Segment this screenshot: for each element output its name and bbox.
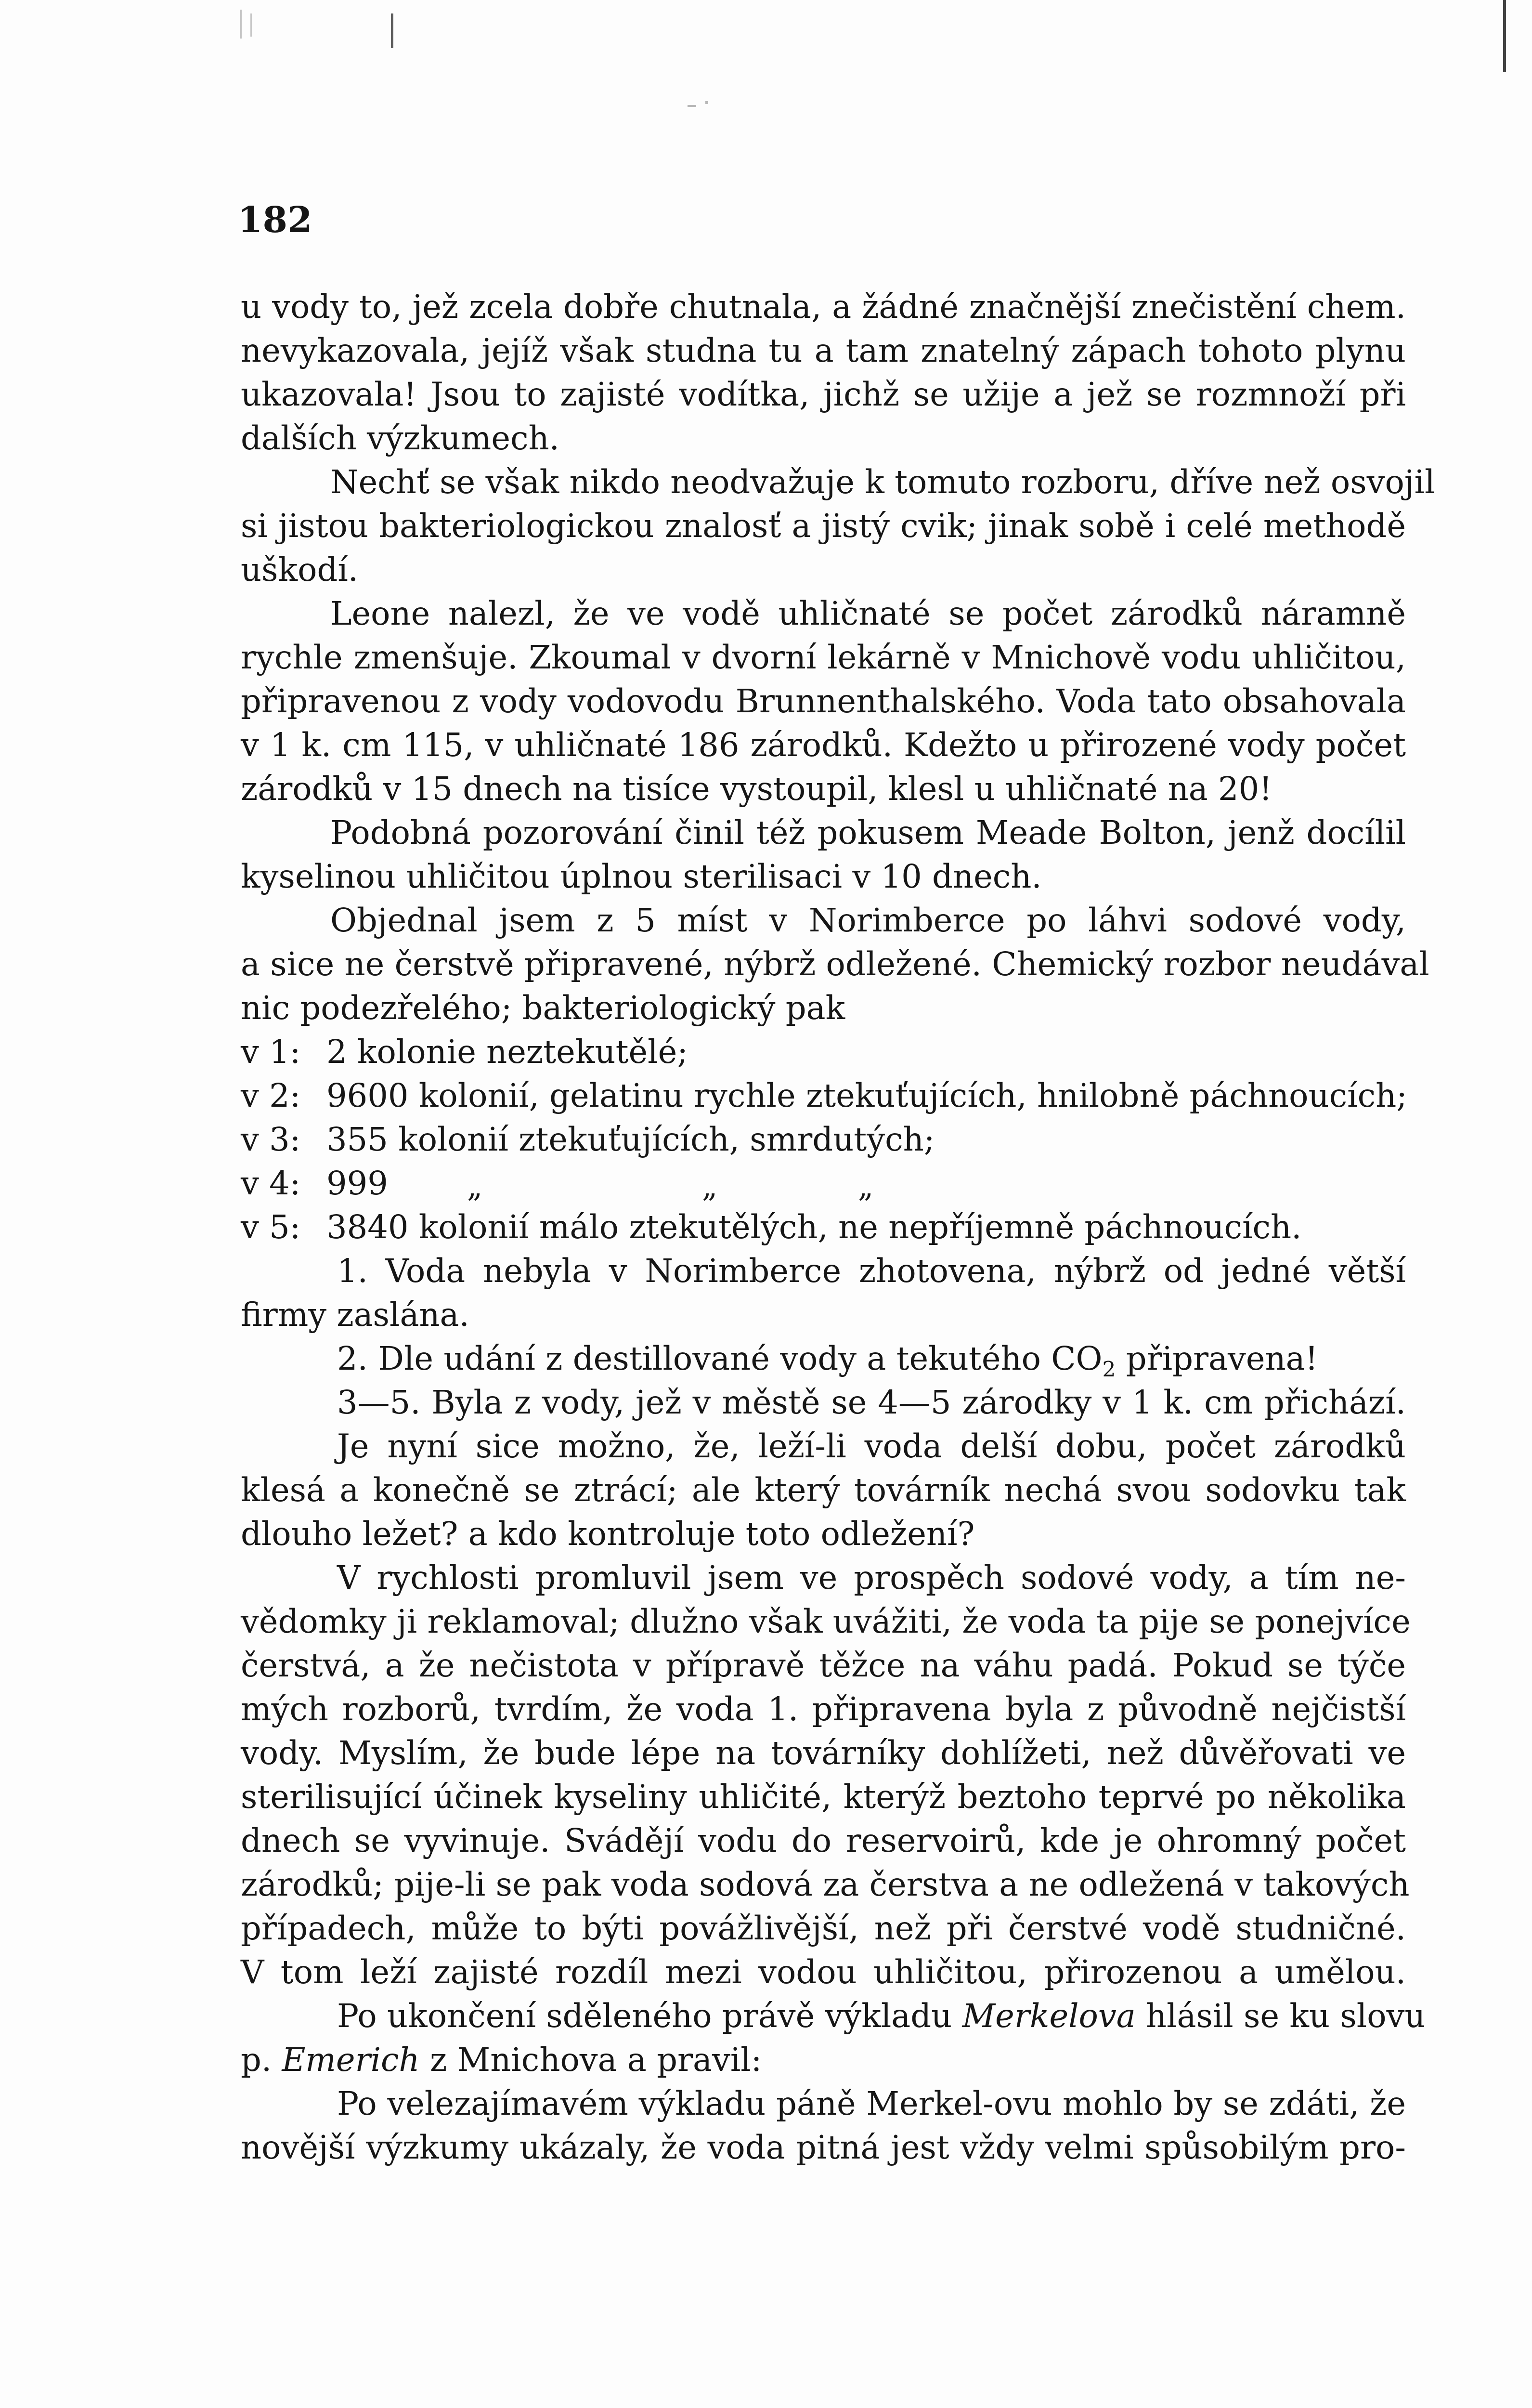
sample-label: v 5: bbox=[241, 1208, 301, 1246]
text-line: mých rozborů, tvrdím, že voda 1. připravena byla z původně nejčistší bbox=[241, 1690, 1406, 1728]
text-line: zárodků v 15 dnech na tisíce vystoupil, klesl u uhličnaté na 20! bbox=[241, 770, 1272, 808]
text-line: a sice ne čerstvě připravené, nýbrž odležené. Chemický rozbor neudával bbox=[241, 945, 1429, 983]
text-line: nevykazovala, jejíž však studna tu a tam znatelný zápach tohoto plynu bbox=[241, 332, 1406, 369]
page-number: 182 bbox=[238, 199, 312, 241]
scan-artifact bbox=[391, 13, 393, 48]
text-line: u vody to, jež zcela dobře chutnala, a žádné značnější znečistění chem. bbox=[241, 288, 1406, 326]
ditto-mark: „ bbox=[467, 1169, 483, 1204]
text-line: ukazovala! Jsou to zajisté vodítka, jichž se užije a jež se rozmnoží při bbox=[241, 376, 1406, 413]
text-line bbox=[241, 1994, 1426, 2038]
scan-artifact bbox=[1503, 0, 1506, 72]
text-line: připravenou z vody vodovodu Brunnenthalského. Voda tato obsahovala bbox=[241, 682, 1406, 720]
sample-label: v 4: bbox=[241, 1165, 301, 1202]
sample-label: v 3: bbox=[241, 1121, 301, 1158]
text-line: klesá a konečně se ztrácí; ale který továrník nechá svou sodovku tak bbox=[241, 1471, 1406, 1509]
sample-text: 999 bbox=[326, 1165, 388, 1202]
text-line: zárodků; pije-li se pak voda sodová za čerstva a ne odležená v takových bbox=[241, 1866, 1410, 1903]
text-line: dlouho ležet? a kdo kontroluje toto odležení? bbox=[241, 1515, 975, 1553]
text-segment: z Mnichova a pravil: bbox=[419, 2041, 762, 2079]
text-line: uškodí. bbox=[241, 551, 359, 589]
sample-text: 2 kolonie neztekutělé; bbox=[326, 1033, 688, 1071]
sample-row bbox=[241, 1030, 1406, 1074]
sample-row bbox=[241, 1162, 1406, 1205]
text-line: Je nyní sice možno, že, leží-li voda delší dobu, počet zárodků bbox=[337, 1427, 1406, 1465]
scan-artifact bbox=[688, 105, 696, 107]
text-line: dalších výzkumech. bbox=[241, 419, 559, 457]
person-name: Merkelova bbox=[962, 1997, 1136, 2035]
note-line bbox=[241, 1337, 1406, 1381]
text-line: rychle zmenšuje. Zkoumal v dvorní lekárně v Mnichově vodu uhličitou, bbox=[241, 639, 1406, 676]
note-line: 1. Voda nebyla v Norimberce zhotovena, nýbrž od jedné větší bbox=[337, 1252, 1406, 1290]
ditto-mark: „ bbox=[858, 1169, 874, 1204]
text-line: čerstvá, a že nečistota v přípravě těžce na váhu padá. Pokud se týče bbox=[241, 1647, 1406, 1684]
ditto-mark: „ bbox=[702, 1169, 718, 1204]
scan-artifact bbox=[250, 13, 252, 37]
sample-label: v 1: bbox=[241, 1033, 301, 1071]
sample-row bbox=[241, 1118, 1406, 1162]
text-line bbox=[241, 2038, 1406, 2082]
note-text: 2. Dle udání z destillované vody a tekutého CO bbox=[337, 1340, 1103, 1377]
person-name: Emerich bbox=[282, 2041, 420, 2079]
sample-row bbox=[241, 1205, 1406, 1249]
text-line: V rychlosti promluvil jsem ve prospěch sodové vody, a tím ne- bbox=[337, 1559, 1406, 1597]
text-line: Nechť se však nikdo neodvažuje k tomuto rozboru, dříve než osvojil bbox=[330, 463, 1435, 501]
text-line: si jistou bakteriologickou znalosť a jistý cvik; jinak sobě i celé methodě bbox=[241, 507, 1406, 545]
sample-text: 9600 kolonií, gelatinu rychle ztekuťujících, hnilobně páchnoucích; bbox=[326, 1077, 1407, 1114]
text-line: novější výzkumy ukázaly, že voda pitná jest vždy velmi spůsobilým pro- bbox=[241, 2129, 1406, 2166]
sample-label: v 2: bbox=[241, 1077, 301, 1114]
text-line: kyselinou uhličitou úplnou sterilisaci v 10 dnech. bbox=[241, 858, 1042, 895]
note-line: firmy zaslána. bbox=[241, 1296, 469, 1334]
subscript: 2 bbox=[1102, 1357, 1116, 1382]
sample-row bbox=[241, 1074, 1406, 1118]
text-line: v 1 k. cm 115, v uhličnaté 186 zárodků. Kdežto u přirozené vody počet bbox=[241, 726, 1406, 764]
text-line: dnech se vyvinuje. Svádějí vodu do reservoirů, kde je ohromný počet bbox=[241, 1822, 1406, 1859]
text-segment: hlásil se ku slovu bbox=[1135, 1997, 1426, 2035]
text-line: Podobná pozorování činil též pokusem Meade Bolton, jenž docílil bbox=[330, 814, 1406, 851]
text-line: případech, může to býti povážlivější, než při čerstvé vodě studničné. bbox=[241, 1910, 1406, 1947]
note-text: připravena! bbox=[1116, 1340, 1318, 1377]
sample-text: 3840 kolonií málo ztekutělých, ne nepříjemně páchnoucích. bbox=[326, 1208, 1302, 1246]
text-segment: Po ukončení sděleného právě výkladu bbox=[337, 1997, 962, 2035]
text-line: V tom leží zajisté rozdíl mezi vodou uhličitou, přirozenou a umělou. bbox=[241, 1953, 1406, 1991]
scan-artifact bbox=[240, 10, 242, 39]
text-segment: p. bbox=[241, 2041, 282, 2079]
text-line: vědomky ji reklamoval; dlužno však uvážiti, že voda ta pije se ponejvíce bbox=[241, 1603, 1411, 1640]
text-line: Po velezajímavém výkladu páně Merkel-ovu mohlo by se zdáti, že bbox=[337, 2085, 1406, 2122]
note-line: 3—5. Byla z vody, jež v městě se 4—5 zárodky v 1 k. cm přichází. bbox=[337, 1384, 1406, 1421]
text-line: sterilisující účinek kyseliny uhličité, kterýž beztoho teprvé po několika bbox=[241, 1778, 1406, 1816]
body-text bbox=[241, 285, 1435, 2170]
text-line: nic podezřelého; bakteriologický pak bbox=[241, 989, 845, 1027]
text-line: vody. Myslím, že bude lépe na továrníky dohlížeti, než důvěřovati ve bbox=[241, 1734, 1406, 1772]
text-line: Leone nalezl, že ve vodě uhličnaté se počet zárodků náramně bbox=[330, 595, 1406, 632]
sample-text: 355 kolonií ztekuťujících, smrdutých; bbox=[326, 1121, 935, 1158]
scan-artifact bbox=[705, 101, 708, 104]
text-line: Objednal jsem z 5 míst v Norimberce po láhvi sodové vody, bbox=[330, 902, 1406, 939]
